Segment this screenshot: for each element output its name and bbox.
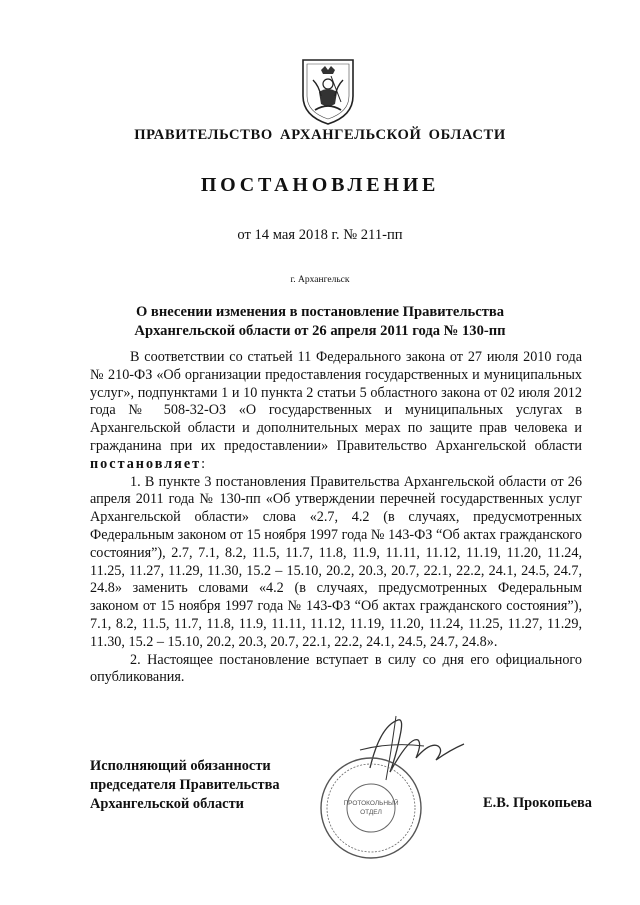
coat-of-arms-icon — [297, 56, 359, 126]
decree-colon: : — [201, 455, 206, 472]
position-line-3: Архангельской области — [90, 796, 244, 812]
document-type: ПОСТАНОВЛЕНИЕ — [200, 174, 440, 196]
title-line-1: О внесении изменения в постановление Правительства — [135, 304, 505, 320]
signatory-position — [90, 757, 280, 814]
document-city: г. Архангельск — [290, 275, 350, 285]
svg-text:ОТДЕЛ: ОТДЕЛ — [360, 809, 382, 816]
item-1-paragraph: 1. В пункте 3 постановления Правительства Архангельской области от 26 апреля 2011 года № 130-пп «Об утверждении перечней государственных услуг Архангельской области» слова «2.7, 4.2 (в случаях, предусмотренных Федеральным законом от 15 ноября 1997 года № 143-ФЗ “Об актах гражданского состояния”), 2.7, 7.1, 8.2, 11.5, 11.7, 11.8, 11.9, 11.11, 11.12, 11.19, 11.20, 11.24, 11.25, 11.27, 11.29, 11.30, 15.2 – 15.10, 20.2, 20.3, 20.7, 22.1, 22.2, 24.1, 24.5, 24.7, 24.8» заменить словами «4.2 (в случаях, предусмотренных Федеральным законом от 15 ноября 1997 года № 143-ФЗ “Об актах гражданского состояния”), 7.1, 8.2, 11.5, 11.7, 11.8, 11.9, 11.11, 11.12, 11.19, 11.20, 11.24, 11.25, 11.27, 11.29, 11.30, 15.2 – 15.10, 20.2, 20.3, 20.7, 22.1, 22.2, 24.1, 24.5, 24.7, 24.8». — [90, 473, 582, 650]
document-date-number: от 14 мая 2018 г. № 211-пп — [237, 227, 403, 243]
round-stamp-icon — [316, 753, 426, 863]
position-line-1: Исполняющий обязанности — [90, 758, 271, 774]
title-line-2: Архангельской области от 26 апреля 2011 года № 130-пп — [134, 323, 506, 339]
position-line-2: председателя Правительства — [90, 777, 280, 793]
item-2-paragraph: 2. Настоящее постановление вступает в силу со дня его официального опубликования. — [90, 651, 582, 686]
document-title — [90, 303, 550, 341]
organization-name: ПРАВИТЕЛЬСТВО АРХАНГЕЛЬСКОЙ ОБЛАСТИ — [134, 127, 506, 143]
decree-word: постановляет — [90, 455, 202, 472]
svg-text:ПРОТОКОЛЬНЫЙ: ПРОТОКОЛЬНЫЙ — [343, 800, 399, 807]
signatory-name: Е.В. Прокопьева — [483, 795, 592, 811]
preamble-paragraph — [90, 349, 582, 474]
document-body — [90, 349, 582, 687]
preamble-text: В соответствии со статьей 11 Федерального закона от 27 июля 2010 года № 210-ФЗ «Об организации предоставления государственных и муниципальных услуг», подпунктами 1 и 10 пункта 2 статьи 5 областного закона от 02 июля 2012 года № 508-32-ОЗ «О государственных и муниципальных услугах в Архангельской области и дополнительных мерах по защите прав человека и гражданина при их предоставлении» Правительство Архангельской области — [90, 349, 582, 454]
